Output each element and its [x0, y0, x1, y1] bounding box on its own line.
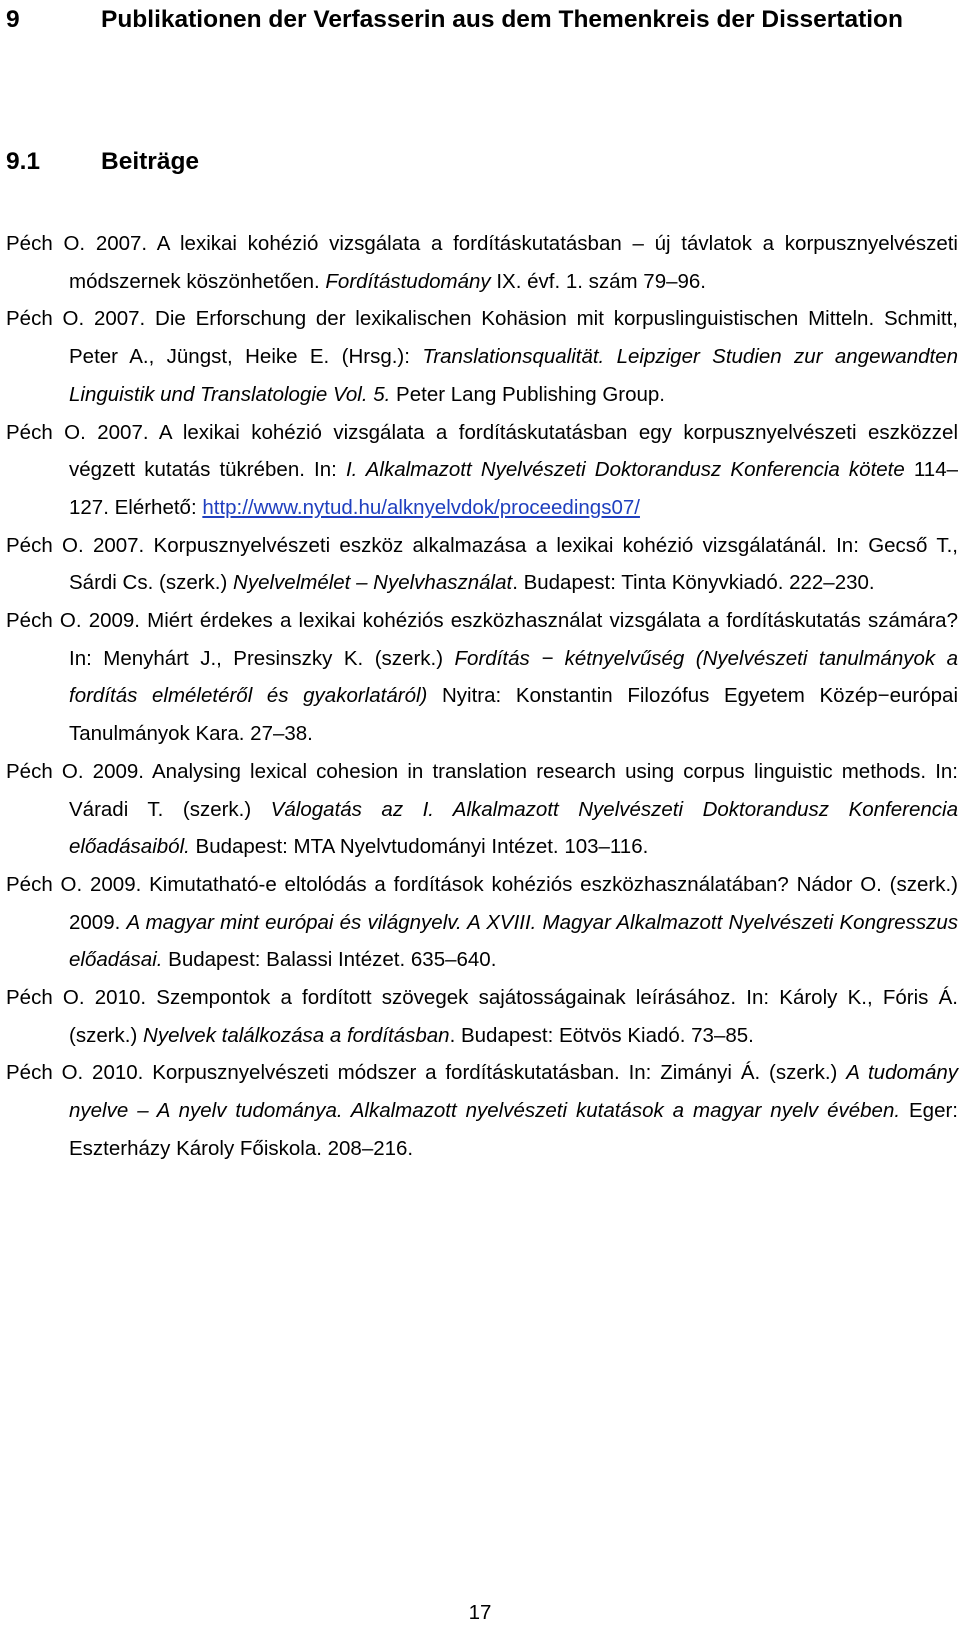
reference-item: [6, 225, 958, 300]
reference-item: [6, 414, 958, 527]
reference-text: Péch O. 2009. Analysing lexical cohesion in translation research using corpus linguistic methods. In: Váradi T. (szerk.): [6, 759, 958, 821]
section-title: Beiträge: [101, 148, 200, 175]
section-number: 9.1: [6, 148, 41, 175]
reference-item: [6, 979, 958, 1054]
reference-text: . Budapest: Eötvös Kiadó. 73–85.: [449, 1023, 754, 1047]
page-number: 17: [468, 1601, 492, 1624]
reference-title-italic: Nyelvelmélet – Nyelvhasználat: [233, 571, 513, 595]
proceedings-link[interactable]: http://www.nytud.hu/alknyelvdok/proceedings07/: [202, 495, 640, 519]
reference-item: [6, 300, 958, 413]
chapter-number: 9: [6, 6, 20, 33]
reference-text: Budapest: Balassi Intézet. 635–640.: [162, 948, 497, 972]
reference-title-italic: Nyelvek találkozása a fordításban: [143, 1023, 450, 1047]
reference-text: Péch O. 2007. Korpusznyelvészeti eszköz alkalmazása a lexikai kohézió vizsgálatánál. In: Gecső T., Sárdi Cs. (szerk.): [6, 533, 958, 595]
reference-text: Péch O. 2010. Korpusznyelvészeti módszer a fordításkutatásban. In: Zimányi Á. (szerk.): [6, 1061, 847, 1085]
reference-title-italic: A tudomány nyelve – A nyelv tudománya. Alkalmazott nyelvészeti kutatások a magyar nyelv évében.: [69, 1061, 959, 1123]
reference-title-italic: A magyar mint európai és világnyelv. A XVIII. Magyar Alkalmazott Nyelvészeti Kongresszus előadásai.: [69, 910, 958, 972]
reference-item: [6, 753, 958, 866]
reference-text: Eger: Eszterházy Károly Főiskola. 208–216.: [69, 1099, 959, 1160]
reference-text: Péch O. 2009. Miért érdekes a lexikai kohéziós eszközhasználat vizsgálata a fordításkutatás számára? In: Menyhárt J., Presinszky K. (szerk.): [6, 609, 958, 670]
reference-text: Budapest: MTA Nyelvtudományi Intézet. 103–116.: [189, 835, 649, 859]
reference-text: Péch O. 2007. Die Erforschung der lexikalischen Kohäsion mit korpuslinguistischen Mitteln. Schmitt, Peter A., Jüngst, Heike E. (Hrsg.):: [6, 307, 958, 369]
reference-text: Péch O. 2007. A lexikai kohézió vizsgálata a fordításkutatásban – új távlatok a korpusznyelvészeti módszernek köszönhetően.: [6, 232, 958, 293]
reference-title-italic: Válogatás az I. Alkalmazott Nyelvészeti Doktorandusz Konferencia előadásaiból.: [69, 797, 958, 859]
reference-item: [6, 1054, 958, 1167]
chapter-title: Publikationen der Verfasserin aus dem Themenkreis der Dissertation: [101, 6, 903, 33]
reference-title-italic: Translationsqualität. Leipziger Studien zur angewandten Linguistik und Translatologie Vol. 5.: [69, 345, 959, 406]
reference-title-italic: Fordítás − kétnyelvűség (Nyelvészeti tanulmányok a fordítás elméletéről és gyakorlatáról): [69, 646, 958, 708]
reference-text: Péch O. 2007. A lexikai kohézió vizsgálata a fordításkutatásban egy korpusznyelvészeti eszközzel végzett kutatás tükrében. In:: [6, 420, 958, 482]
reference-text: Nyitra: Konstantin Filozófus Egyetem Közép−európai Tanulmányok Kara. 27–38.: [69, 684, 958, 746]
reference-text: Peter Lang Publishing Group.: [390, 382, 666, 406]
reference-item: [6, 602, 958, 753]
reference-text: Péch O. 2009. Kimutatható-e eltolódás a fordítások kohéziós eszközhasználatában? Nádor O. (szerk.) 2009.: [6, 872, 958, 934]
reference-title-italic: I. Alkalmazott Nyelvészeti Doktorandusz Konferencia kötete: [345, 458, 905, 482]
chapter-heading: [6, 0, 906, 48]
reference-item: [6, 866, 958, 979]
reference-title-italic: Fordítástudomány: [325, 269, 491, 293]
reference-item: [6, 527, 958, 602]
reference-text: Péch O. 2010. Szempontok a fordított szövegek sajátosságainak leírásához. In: Károly K., Fóris Á. (szerk.): [6, 986, 958, 1047]
reference-text: 114–127. Elérhető:: [69, 458, 958, 519]
section-heading: [6, 134, 199, 190]
reference-list: [6, 225, 958, 1168]
reference-text: . Budapest: Tinta Könyvkiadó. 222–230.: [512, 571, 875, 595]
reference-text: IX. évf. 1. szám 79–96.: [490, 269, 707, 293]
